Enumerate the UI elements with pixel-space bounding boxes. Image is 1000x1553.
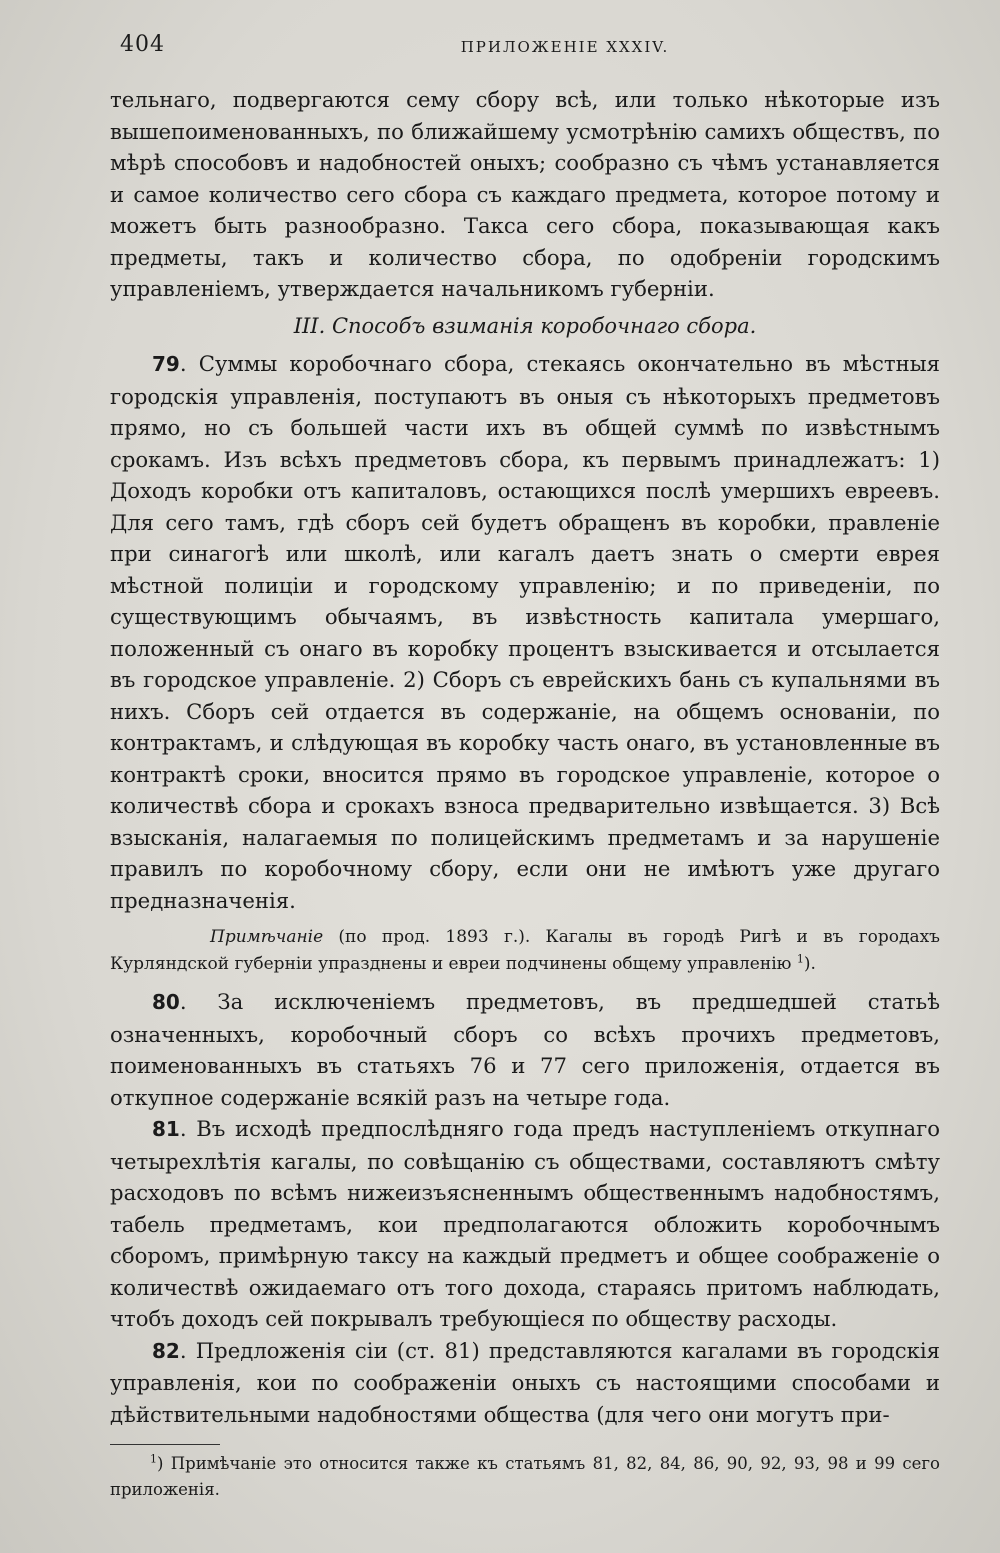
article-80 bbox=[110, 986, 940, 1113]
footnote-divider bbox=[110, 1444, 220, 1445]
footnote bbox=[110, 1451, 940, 1503]
footnote-number: 1 bbox=[150, 1452, 157, 1466]
article-text: . За исключеніемъ предметовъ, въ предшедшей статьѣ означенныхъ, коробочный сборъ со всѣхъ прочихъ предметовъ, поименованныхъ въ статьяхъ 76 и 77 сего приложенія, отдается въ откупное содержаніе всякій разъ на четыре года. bbox=[110, 989, 940, 1110]
article-text: . Предложенія сіи (ст. 81) представляются кагалами въ городскія управленія, кои по соображеніи оныхъ съ настоящими способами и дѣйствительными надобностями общества (для чего они могутъ при- bbox=[110, 1337, 940, 1427]
footnote-marker[interactable]: 1 bbox=[796, 952, 804, 966]
page-number: 404 bbox=[120, 32, 165, 57]
note bbox=[110, 924, 940, 978]
continuation-paragraph: тельнаго, подвергаются сему сбору всѣ, или только нѣкоторые изъ вышепоименованныхъ, по ближайшему усмотрѣнію самихъ обществъ, по мѣрѣ способовъ и надобностей оныхъ; сообразно съ чѣмъ устанавляется и самое количество сего сбора съ каждаго предмета, которое потому и можетъ быть разнообразно. Такса сего сбора, показывающая какъ предметы, такъ и количество сбора, по одобреніи городскимъ управленіемъ, утверждается начальникомъ губерніи. bbox=[110, 87, 940, 301]
footnote-text: ) Примѣчаніе это относится также къ статьямъ 81, 82, 84, 86, 90, 92, 93, 98 и 99 сего приложенія. bbox=[110, 1454, 940, 1499]
article-text: . Въ исходѣ предпослѣдняго года предъ наступленіемъ откупнаго четырехлѣтія кагалы, по совѣщанію съ обществами, составляютъ смѣту расходовъ по всѣмъ нижеизъясненнымъ общественнымъ надобностямъ, табель предметамъ, кои предполагаются обложить коробочнымъ сборомъ, примѣрную таксу на каждый предметъ и общее соображеніе о количествѣ ожидаемаго отъ того дохода, стараясь притомъ наблюдать, чтобъ доходъ сей покрывалъ требующіеся по обществу расходы. bbox=[110, 1116, 940, 1331]
body-text bbox=[110, 84, 940, 1430]
note-label: Примѣчаніе bbox=[210, 927, 324, 947]
running-head: ПРИЛОЖЕНІЕ XXXIV. bbox=[460, 38, 670, 56]
article-number: 81 bbox=[152, 1117, 180, 1141]
article-81 bbox=[110, 1113, 940, 1335]
note-text: (по прод. 1893 г.). Кагалы въ городѣ Ригѣ и въ городахъ Курляндской губерніи упразднены и евреи подчинены общему управленію bbox=[110, 927, 940, 974]
article-number: 80 bbox=[152, 990, 180, 1014]
note-end: ). bbox=[803, 954, 816, 974]
page-header bbox=[110, 28, 940, 84]
article-82 bbox=[110, 1335, 940, 1431]
section-heading: III. Способъ взиманія коробочнаго сбора. bbox=[293, 313, 757, 338]
article-text: . Суммы коробочнаго сбора, стекаясь окончательно въ мѣстныя городскія управленія, поступаютъ въ оныя съ нѣкоторыхъ предметовъ прямо, но съ большей части ихъ въ общей суммѣ по извѣстнымъ срокамъ. Изъ всѣхъ предметовъ сбора, къ первымъ принадлежатъ: 1) Доходъ коробки отъ капиталовъ, остающихся послѣ умершихъ евреевъ. Для сего тамъ, гдѣ сборъ сей будетъ обращенъ въ коробки, правленіе при синагогѣ или школѣ, или кагалъ даетъ знать о смерти еврея мѣстной полиціи и городскому управленію; и по приведеніи, по существующимъ обычаямъ, въ извѣстность капитала умершаго, положенный съ онаго въ коробку процентъ взыскивается и отсылается въ городское управленіе. 2) Сборъ съ еврейскихъ бань съ купальнями въ нихъ. Сборъ сей отдается въ содержаніе, на общемъ основаніи, по контрактамъ, и слѣдующая въ коробку часть онаго, въ установленные въ контрактѣ сроки, вносится прямо въ городское управленіе, которое о количествѣ сбора и срокахъ взноса предварительно извѣщается. 3) Всѣ взысканія, налагаемыя по полицейскимъ предметамъ и за нарушеніе правилъ по коробочному сбору, если они не имѣютъ уже другаго предназначенія. bbox=[110, 351, 940, 913]
article-79 bbox=[110, 348, 940, 916]
article-number: 82 bbox=[152, 1338, 180, 1363]
article-number: 79 bbox=[152, 352, 180, 376]
